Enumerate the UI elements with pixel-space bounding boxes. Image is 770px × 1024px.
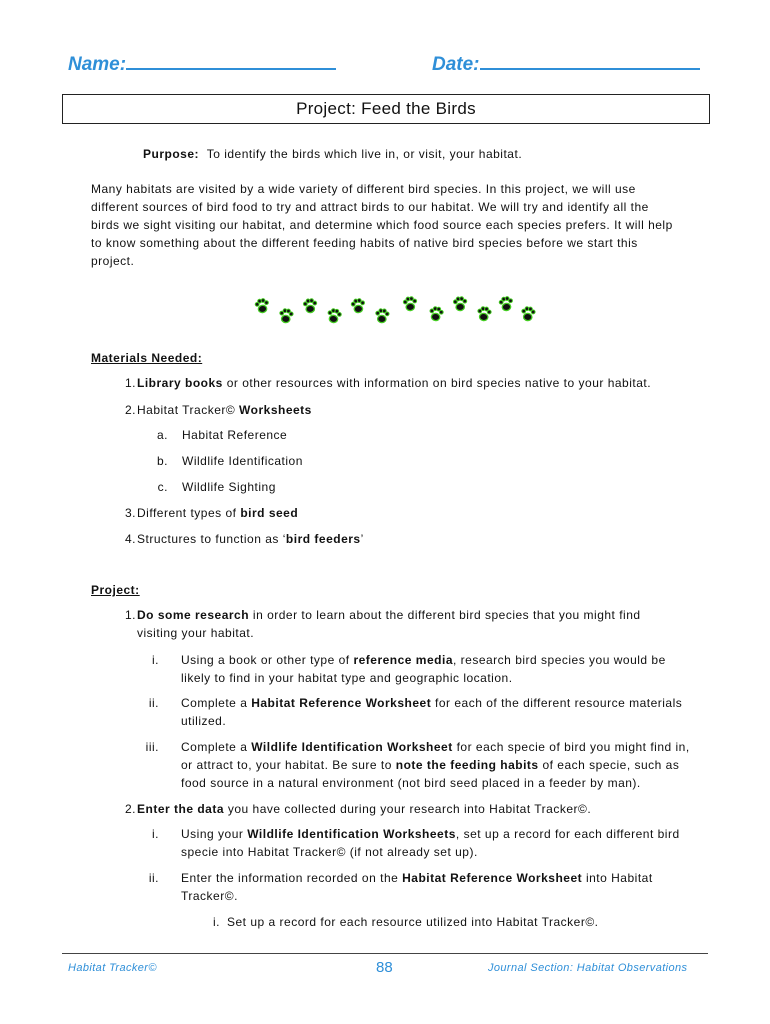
subitem-text: Wildlife Sighting [182,480,276,494]
materials-item-4-bold: bird feeders [285,532,361,546]
step-text: Enter the information recorded on the [181,871,403,885]
date-label: Date: [432,54,480,75]
footer-left: Habitat Tracker© [68,962,157,974]
list-number: 4. [124,532,136,546]
subitem-text: Habitat Reference [182,428,288,442]
purpose-label: Purpose: [143,147,200,161]
materials-item-1-bold: Library books [137,376,223,390]
date-field [432,50,700,76]
materials-item-3-bold: bird seed [240,506,299,520]
step-text: Set up a record for each resource utilized into Habitat Tracker©. [227,915,599,929]
step-text-line-2: utilized. [181,714,227,728]
step-text: into Habitat [582,871,653,885]
step-bold: Wildlife Identification Worksheets [247,827,456,841]
step-text: Complete a [181,696,252,710]
step-2-bold: Enter the data [137,802,225,816]
materials-item-4-text: Structures to function as ‘ [137,532,286,546]
step-2-text: you have collected during your research into Habitat Tracker©. [224,802,592,816]
project-step-1-i [135,651,705,691]
materials-item-1-text: or other resources with information on bird species native to your habitat. [222,376,652,390]
list-letter: c. [157,480,168,494]
intro-line: birds we sight visiting our habitat, and determine which food source each species prefers. It will help [91,218,673,232]
step-text: , set up a record for each different bird [455,827,680,841]
name-label: Name: [68,54,127,75]
paw-print-icon [351,298,366,313]
list-number: 2. [124,403,136,417]
list-roman: i. [152,653,159,667]
step-1-text: in order to learn about the different bird species that you might find [249,608,641,622]
step-bold: Wildlife Identification Worksheet [251,740,453,754]
list-number: 3. [124,506,136,520]
paw-print-icon [279,308,293,323]
list-roman: i. [152,827,159,841]
paw-print-icon [499,296,514,312]
project-step-2-i [135,825,705,865]
project-step-1-iii [135,738,705,796]
step-text: or attract to, your habitat. Be sure to [181,758,396,772]
materials-item-2-bold: Worksheets [239,403,312,417]
materials-item-4-end: ’ [360,532,364,546]
paw-print-icon [254,298,269,314]
list-letter: b. [156,454,168,468]
step-bold: Habitat Reference Worksheet [251,696,432,710]
materials-item-3-text: Different types of [137,506,241,520]
intro-line: different sources of bird food to try and attract birds to our habitat. We will try and identify all the [91,200,649,214]
paw-print-icon [429,306,444,321]
paw-prints-decoration [250,294,540,328]
paw-print-icon [521,306,535,321]
step-text: Using your [181,827,248,841]
paw-print-icon [375,308,389,323]
step-text: Using a book or other type of [181,653,354,667]
paw-print-icon [403,296,418,311]
step-bold: Habitat Reference Worksheet [402,871,583,885]
list-number: 1. [124,608,136,622]
list-roman: ii. [148,871,159,885]
step-bold: reference media [353,653,453,667]
paw-print-icon [453,296,467,311]
paw-print-icon [327,308,342,324]
date-blank [480,50,700,70]
intro-line: to know something about the different feeding habits of native bird species before we start this [91,236,638,250]
step-text-line-2: likely to find in your habitat type and geographic location. [181,671,513,685]
step-text: , research bird species you would be [453,653,666,667]
footer-divider [62,953,708,954]
materials-heading: Materials Needed: [91,351,203,365]
paw-print-icon [477,306,492,321]
step-text-line-2: specie into Habitat Tracker© (if not already set up). [181,845,478,859]
footer-right: Journal Section: Habitat Observations [488,962,688,974]
page-title: Project: Feed the Birds [62,94,710,124]
step-text-line-2: Tracker©. [181,889,238,903]
intro-paragraph [91,180,673,270]
step-text: Complete a [181,740,252,754]
paw-prints-svg [250,294,540,328]
materials-item-2-text: Habitat Tracker© [137,403,240,417]
intro-line: project. [91,254,135,268]
name-blank [126,50,336,70]
project-heading: Project: [91,583,140,597]
list-roman: ii. [148,696,159,710]
list-number: 1. [124,376,136,390]
step-1-bold: Do some research [137,608,250,622]
step-bold: note the feeding habits [395,758,539,772]
step-1-line-2: visiting your habitat. [137,626,255,640]
step-text-line-3: food source in a natural environment (not bird seed placed in a feeder by man). [181,776,641,790]
step-text: for each of the different resource materials [431,696,683,710]
subitem-text: Wildlife Identification [182,454,303,468]
step-text: for each specie of bird you might find in, [452,740,690,754]
page-number: 88 [376,959,393,976]
project-step-1 [106,606,706,646]
list-roman: iii. [145,740,159,754]
purpose-text: To identify the birds which live in, or visit, your habitat. [206,147,523,161]
project-step-2-ii [135,869,705,909]
intro-line: Many habitats are visited by a wide variety of different bird species. In this project, we will use [91,182,636,196]
list-number: 2. [124,802,136,816]
paw-print-icon [303,298,317,313]
list-roman: i. [213,915,220,929]
purpose [143,145,522,163]
name-field [68,50,336,76]
project-step-1-ii [135,694,705,734]
step-text: of each specie, such as [538,758,680,772]
list-letter: a. [156,428,168,442]
